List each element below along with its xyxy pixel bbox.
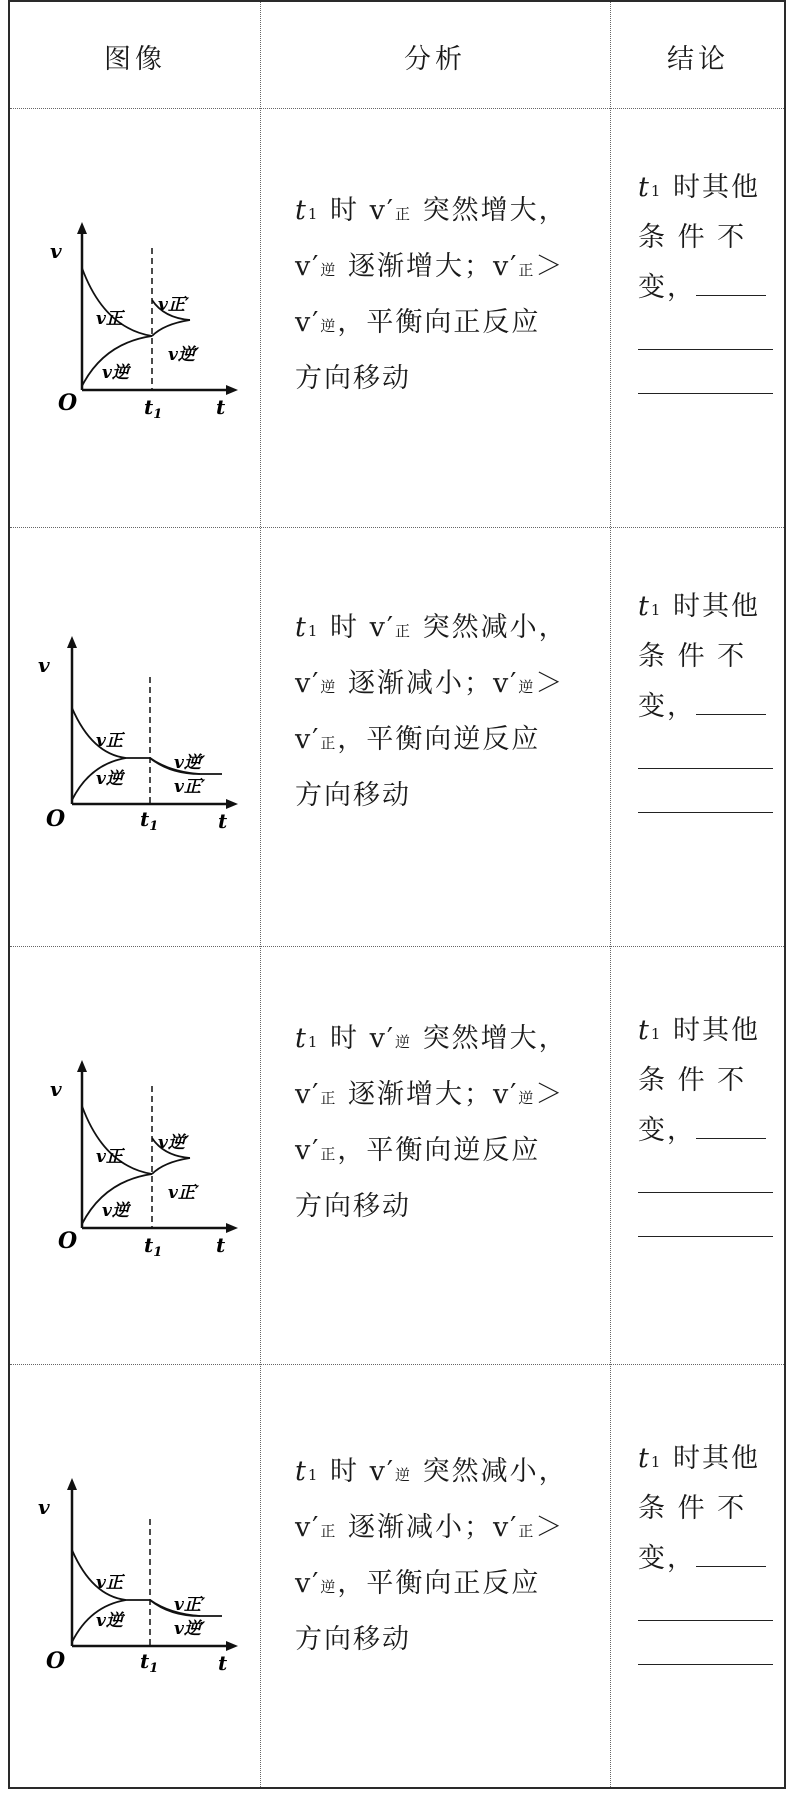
curve-label: v逆 bbox=[102, 1201, 129, 1221]
analysis-line: t1 时 v′逆 突然减小， bbox=[295, 1456, 568, 1487]
answer-blank[interactable] bbox=[696, 1138, 766, 1139]
conclusion-text bbox=[638, 582, 773, 832]
conclusion-line: 条 件 不 bbox=[638, 1065, 747, 1096]
conclusion-line: 条 件 不 bbox=[638, 641, 747, 672]
analysis-line: 方向移动 bbox=[295, 780, 411, 811]
v-axis-label: v bbox=[50, 239, 62, 263]
table-row bbox=[10, 527, 784, 946]
t-axis-label: t bbox=[218, 809, 228, 832]
conclusion-line: 变， bbox=[638, 1106, 773, 1156]
analysis-line: v′逆，平衡向正反应 bbox=[295, 307, 541, 338]
answer-blank[interactable] bbox=[638, 393, 773, 394]
curve-label: v逆 bbox=[96, 1611, 123, 1631]
answer-blank[interactable] bbox=[638, 768, 773, 769]
curve-label: v正′ bbox=[174, 1595, 206, 1615]
origin-label: O bbox=[58, 390, 78, 416]
table-row bbox=[10, 1364, 784, 1787]
analysis-text bbox=[295, 1011, 595, 1235]
t-axis-label: t bbox=[216, 395, 226, 418]
curve-label: v正′ bbox=[158, 295, 190, 315]
curve-label: v正 bbox=[96, 1573, 123, 1593]
conclusion-line: t1 时其他 bbox=[638, 591, 760, 622]
table-row bbox=[10, 108, 784, 527]
origin-label: O bbox=[46, 806, 66, 832]
curve-label: v逆 bbox=[96, 769, 123, 789]
curve-label: v正 bbox=[96, 731, 123, 751]
answer-blank[interactable] bbox=[638, 1236, 773, 1237]
conclusion-line: t1 时其他 bbox=[638, 172, 760, 203]
curve-label: v逆′ bbox=[174, 753, 206, 773]
conclusion-line: 变， bbox=[638, 1534, 773, 1584]
curve-label: v正 bbox=[96, 1147, 123, 1167]
answer-blank[interactable] bbox=[696, 1566, 766, 1567]
v-axis-label: v bbox=[38, 653, 50, 677]
v-axis-label: v bbox=[38, 1495, 50, 1519]
answer-blank[interactable] bbox=[638, 1192, 773, 1193]
analysis-line: v′逆 逐渐减小；v′逆＞ bbox=[295, 668, 565, 699]
conclusion-line: 变， bbox=[638, 263, 773, 313]
rate-time-graph bbox=[32, 1474, 242, 1674]
analysis-line: v′逆 逐渐增大；v′正＞ bbox=[295, 251, 565, 282]
analysis-text bbox=[295, 600, 595, 824]
conclusion-line: 变， bbox=[638, 682, 773, 732]
analysis-line: v′逆，平衡向正反应 bbox=[295, 1568, 541, 1599]
analysis-line: 方向移动 bbox=[295, 1191, 411, 1222]
analysis-line: v′正，平衡向逆反应 bbox=[295, 1135, 541, 1166]
rate-time-graph bbox=[32, 632, 242, 832]
curve-label: v正 bbox=[96, 309, 123, 329]
analysis-line: t1 时 v′逆 突然增大， bbox=[295, 1023, 568, 1054]
answer-blank[interactable] bbox=[638, 1664, 773, 1665]
header-image: 图像 bbox=[104, 43, 166, 75]
analysis-text bbox=[295, 1444, 595, 1668]
conclusion-text bbox=[638, 1434, 773, 1684]
curve-label: v逆′ bbox=[174, 1619, 206, 1639]
curve-label: v逆′ bbox=[158, 1133, 190, 1153]
analysis-line: t1 时 v′正 突然减小， bbox=[295, 612, 568, 643]
rate-time-graph bbox=[32, 1056, 242, 1256]
v-axis-label: v bbox=[50, 1077, 62, 1101]
t1-label: $t_1$ bbox=[140, 807, 159, 832]
analysis-line: t1 时 v′正 突然增大， bbox=[295, 195, 568, 226]
header-conclusion: 结论 bbox=[667, 43, 729, 75]
curve-label: v正′ bbox=[174, 777, 206, 797]
t1-label: $t_1$ bbox=[144, 1233, 163, 1256]
analysis-line: 方向移动 bbox=[295, 363, 411, 394]
conclusion-line: t1 时其他 bbox=[638, 1015, 760, 1046]
answer-blank[interactable] bbox=[696, 295, 766, 296]
answer-blank[interactable] bbox=[696, 714, 766, 715]
curve-label: v逆′ bbox=[168, 345, 200, 365]
reaction-rate-table bbox=[8, 0, 786, 1789]
answer-blank[interactable] bbox=[638, 349, 773, 350]
t-axis-label: t bbox=[218, 1651, 228, 1674]
conclusion-line: 条 件 不 bbox=[638, 222, 747, 253]
origin-label: O bbox=[46, 1648, 66, 1674]
curve-label: v逆 bbox=[102, 363, 129, 383]
rate-time-graph bbox=[32, 218, 242, 418]
origin-label: O bbox=[58, 1228, 78, 1254]
analysis-line: 方向移动 bbox=[295, 1624, 411, 1655]
conclusion-text bbox=[638, 163, 773, 413]
t1-label: $t_1$ bbox=[144, 395, 163, 418]
conclusion-text bbox=[638, 1006, 773, 1256]
header-analysis: 分析 bbox=[404, 43, 466, 75]
table-row bbox=[10, 946, 784, 1364]
conclusion-line: t1 时其他 bbox=[638, 1443, 760, 1474]
analysis-line: v′正 逐渐增大；v′逆＞ bbox=[295, 1079, 565, 1110]
analysis-line: v′正，平衡向逆反应 bbox=[295, 724, 541, 755]
t-axis-label: t bbox=[216, 1233, 226, 1256]
t1-label: $t_1$ bbox=[140, 1649, 159, 1674]
curve-label: v正′ bbox=[168, 1183, 200, 1203]
answer-blank[interactable] bbox=[638, 1620, 773, 1621]
analysis-line: v′正 逐渐减小；v′正＞ bbox=[295, 1512, 565, 1543]
analysis-text bbox=[295, 183, 595, 407]
answer-blank[interactable] bbox=[638, 812, 773, 813]
conclusion-line: 条 件 不 bbox=[638, 1493, 747, 1524]
